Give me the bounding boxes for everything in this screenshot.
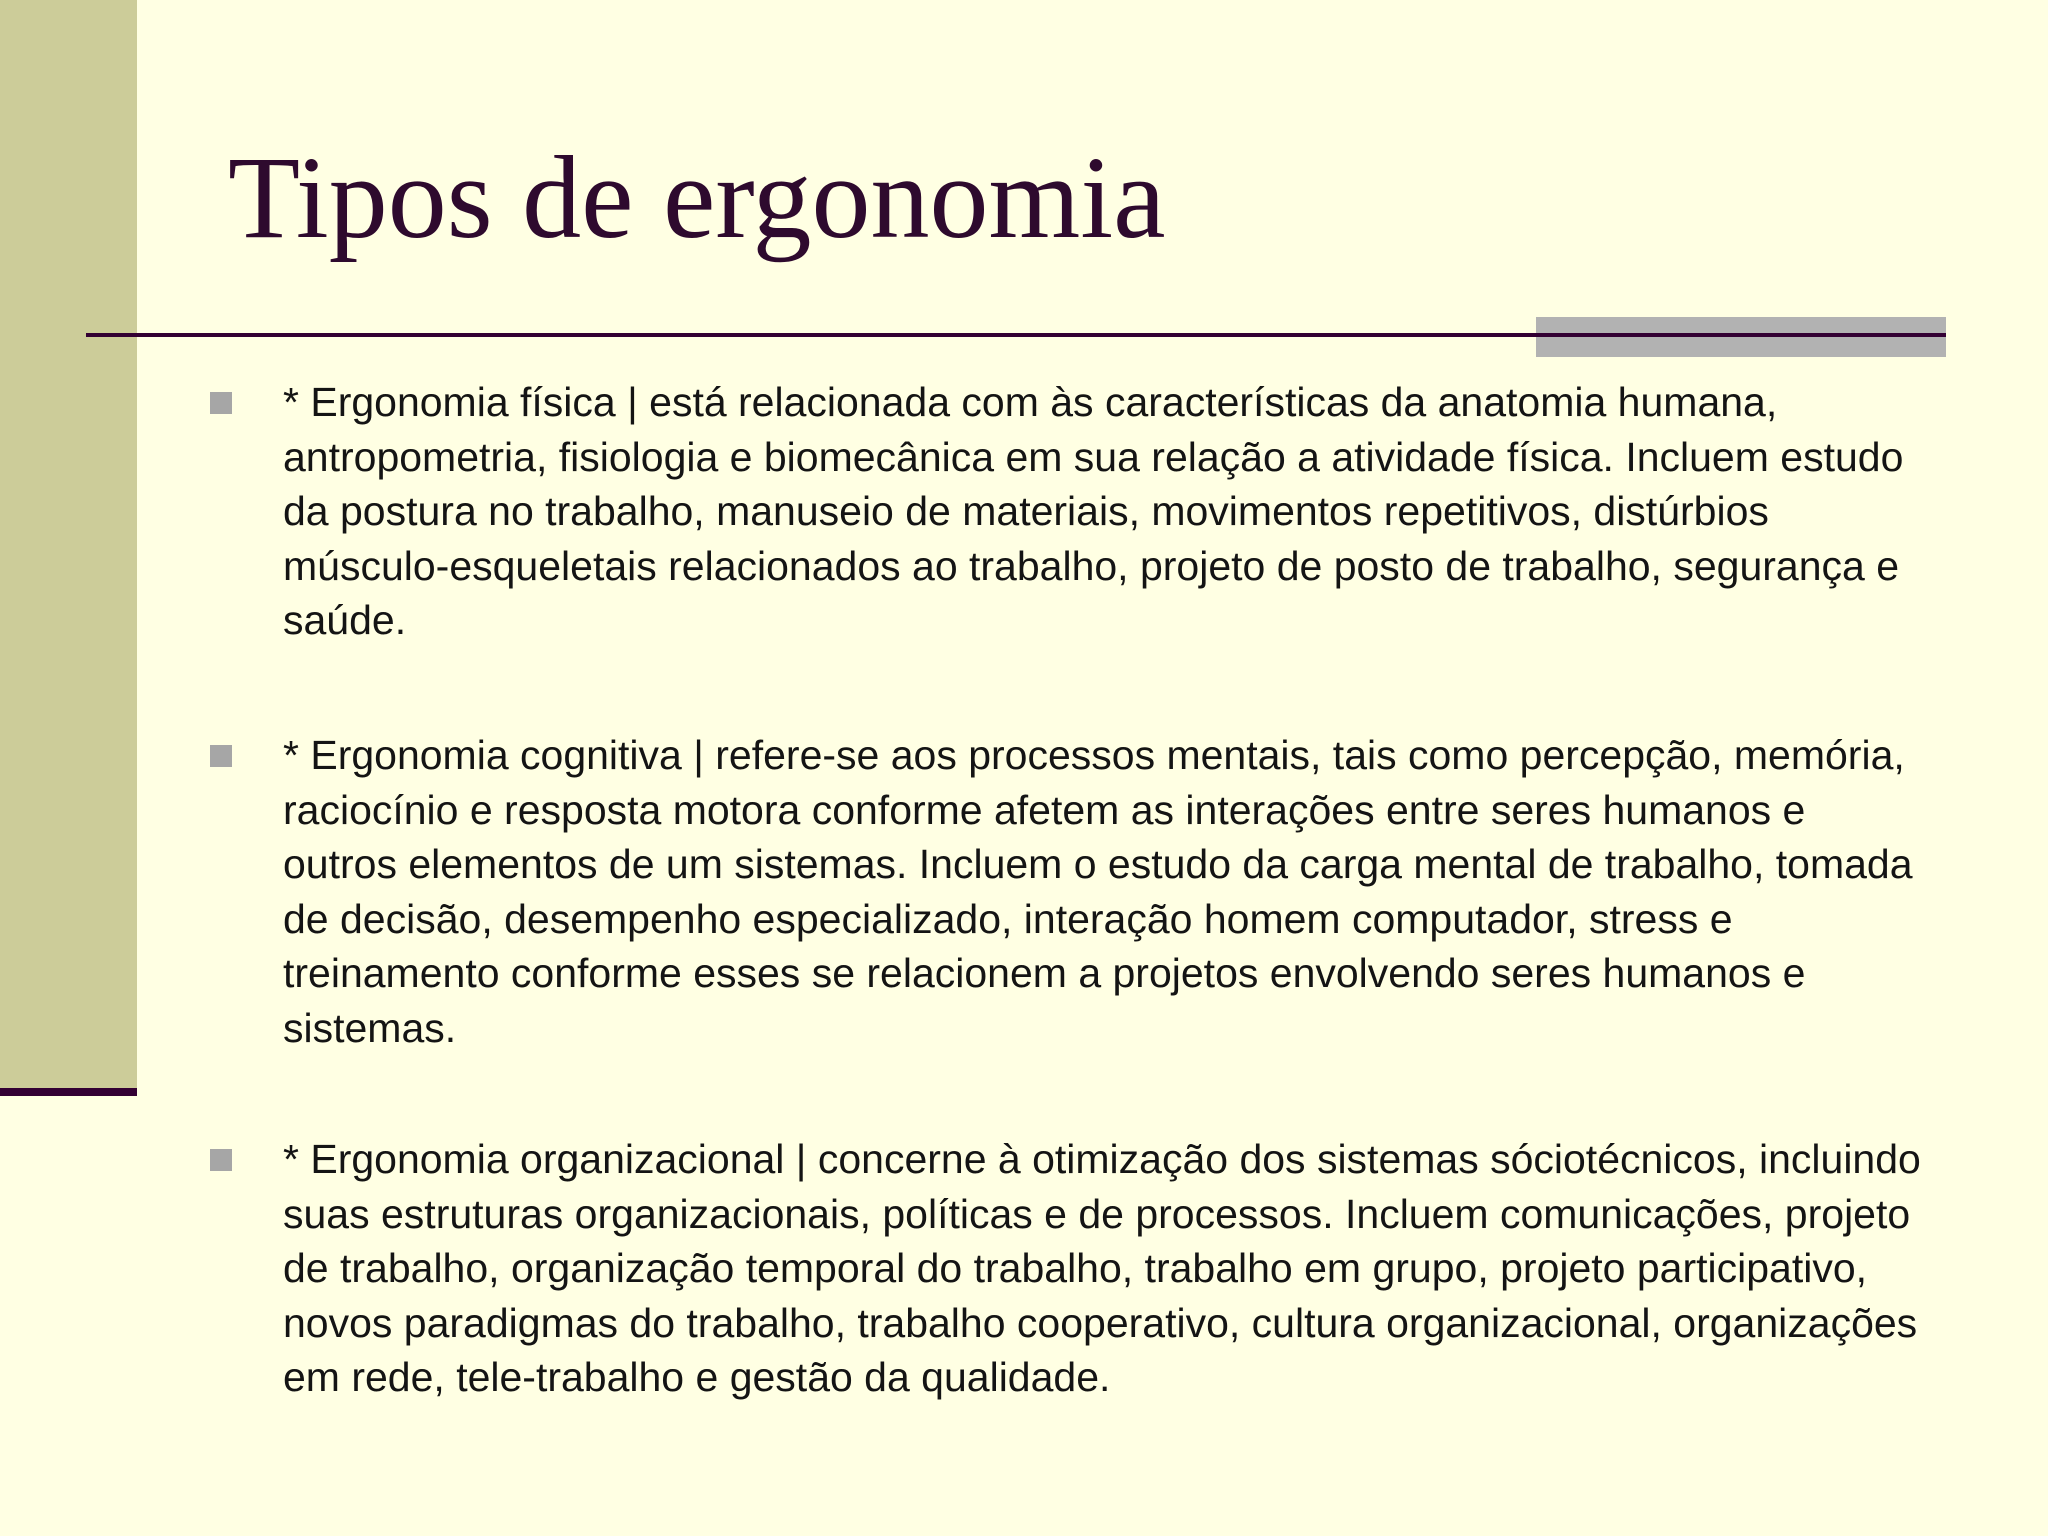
- slide-title: Tipos de ergonomia: [228, 132, 1166, 263]
- bullet-item-physical-ergonomics: [283, 375, 1923, 648]
- square-bullet-icon: [210, 745, 232, 767]
- bullet-text: * Ergonomia organizacional | concerne à otimização dos sistemas sóciotécnicos, incluindo suas estruturas organizacionais, políticas e de processos. Incluem comunicações, projeto de trabalho, organização temporal do trabalho, trabalho em grupo, projeto participativo, novos paradigmas do trabalho, trabalho cooperativo, cultura organizacional, organizações em rede, tele-trabalho e gestão da qualidade.: [283, 1136, 1921, 1400]
- bullet-item-organizational-ergonomics: [283, 1132, 1923, 1405]
- bullet-text: * Ergonomia cognitiva | refere-se aos processos mentais, tais como percepção, memória, raciocínio e resposta motora conforme afetem as interações entre seres humanos e outros elementos de um sistemas. Incluem o estudo da carga mental de trabalho, tomada de decisão, desempenho especializado, interação homem computador, stress e treinamento conforme esses se relacionem a projetos envolvendo seres humanos e sistemas.: [283, 732, 1913, 1051]
- square-bullet-icon: [210, 392, 232, 414]
- square-bullet-icon: [210, 1149, 232, 1171]
- bullet-item-cognitive-ergonomics: [283, 728, 1923, 1055]
- bullet-text: * Ergonomia física | está relacionada com às características da anatomia humana, antropometria, fisiologia e biomecânica em sua relação a atividade física. Incluem estudo da postura no trabalho, manuseio de materiais, movimentos repetitivos, distúrbios músculo-esqueletais relacionados ao trabalho, projeto de posto de trabalho, segurança e saúde.: [283, 379, 1904, 643]
